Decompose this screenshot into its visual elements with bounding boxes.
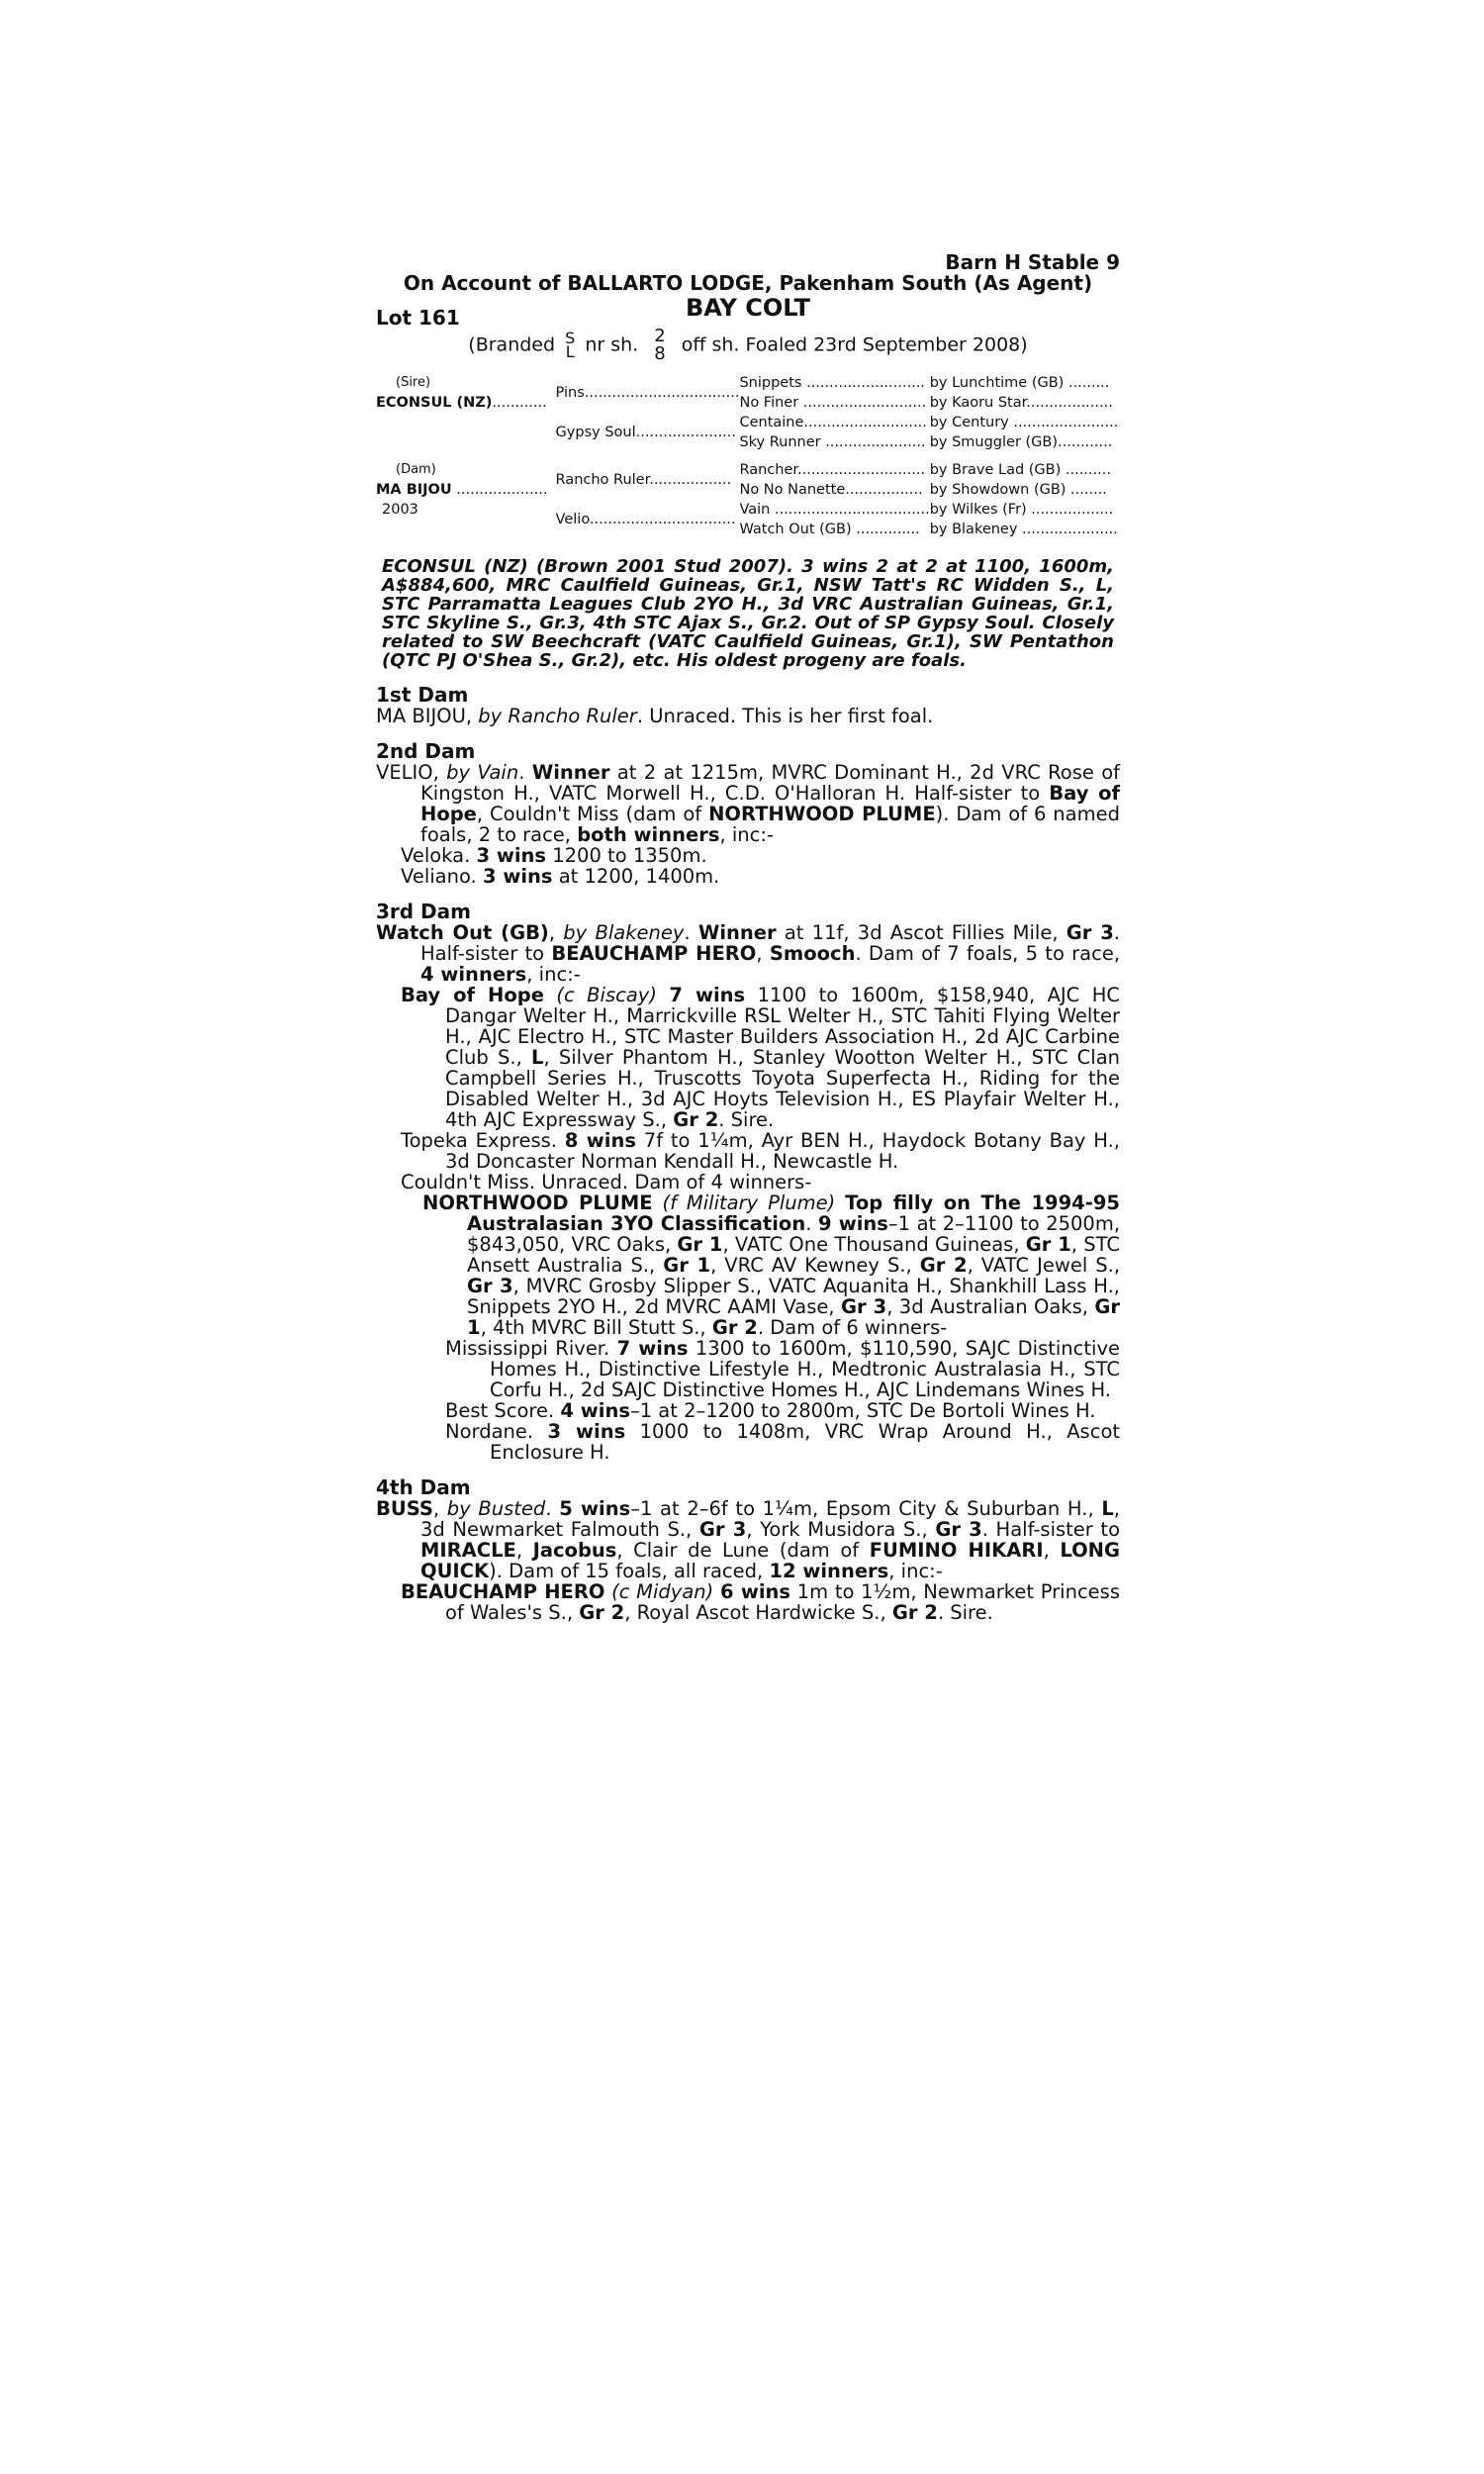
offspring-detail: , VATC One Thousand Guineas, [722, 1233, 1020, 1256]
nordane-entry [376, 1421, 1120, 1463]
fourth-dam-b2: Jacobus [532, 1539, 617, 1562]
second-dam-name: VELIO, [376, 761, 439, 784]
offspring-detail: , Silver Phantom H., Stanley Wootton Welter H., STC Clan Campbell Series H., Truscotts Toyota Superfecta H., Riding for the Disabled Welter H., 3d AJC Hoyts Television H., ES Playfair Welter H., 4th AJC Expressway S., [445, 1046, 1120, 1131]
third-dam-name: Watch Out (GB) [376, 921, 549, 944]
fourth-dam-heading: 4th Dam [376, 1475, 471, 1499]
catalogue-page [376, 252, 1120, 1623]
offspring-detail: . Dam of 6 winners- [757, 1316, 948, 1339]
pedigree-gen4-4: by Smuggler (GB)............ [929, 434, 1113, 450]
offspring-name: NORTHWOOD PLUME [422, 1191, 653, 1214]
fourth-dam-t5: , Clair de Lune (dam of [616, 1539, 860, 1562]
group-mark: Gr 1 [467, 1295, 1121, 1339]
pedigree-gen2-2: Gypsy Soul...................... [555, 425, 737, 440]
offspring-name: BEAUCHAMP HERO [401, 1580, 605, 1603]
second-dam-offspring-2 [376, 866, 1120, 887]
pedigree-gen3-3: Centaine........................... [739, 415, 927, 430]
offspring-detail: . [805, 1212, 812, 1235]
fourth-dam-t6: ). Dam of 15 foals, all raced, [489, 1560, 764, 1582]
second-dam-w1: Winner [531, 761, 610, 784]
pedigree-gen4-5: by Brave Lad (GB) .......... [929, 462, 1111, 478]
fourth-dam-name: BUSS [376, 1497, 433, 1520]
offspring-sire: (c Biscay) [556, 984, 657, 1006]
offspring-wins: 4 wins [560, 1399, 630, 1422]
third-dam-t2: . Half-sister to [420, 921, 1120, 965]
offspring-detail: 1100 to 1600m, $158,940, AJC HC Dangar Welter H., Marrickville RSL Welter H., STC Tahiti Flying Welter H., AJC Electro H., STC Master Builders Association H., 2d AJC Carbine Club S., [445, 984, 1121, 1069]
offspring-name: Bay of Hope [401, 984, 544, 1006]
first-dam-heading: 1st Dam [376, 683, 469, 707]
first-dam-by: by Rancho Ruler [478, 705, 637, 727]
third-dam-by: by Blakeney [563, 921, 685, 944]
second-dam-b3: both winners [577, 823, 720, 846]
offspring-detail: , 4th MVRC Bill Stutt S., [480, 1316, 706, 1339]
sire-summary: ECONSUL (NZ) (Brown 2001 Stud 2007). 3 wins 2 at 2 at 1100, 1600m, A$884,600, MRC Caulfield Guineas, Gr.1, NSW Tatt's RC Widden S., L, STC Parramatta Leagues Club 2YO H., 3d VRC Australian Guineas, Gr.1, STC Skyline S., Gr.3, 4th STC Ajax S., Gr.2. Out of SP Gypsy Soul. Closely related to SW Beechcraft (VATC Caulfield Guineas, Gr.1), SW Pentathon (QTC PJ O'Shea S., Gr.2), etc. His oldest progeny are foals. [382, 556, 1114, 671]
dam-year: 2003 [382, 502, 418, 518]
couldnt-miss-entry: Couldn't Miss. Unraced. Dam of 4 winners- [401, 1171, 812, 1193]
group-mark: Gr 1 [663, 1254, 711, 1277]
brand-suffix: off sh. Foaled 23rd September 2008) [681, 333, 1028, 356]
brand-prefix: (Branded [468, 333, 556, 356]
pedigree-gen4-7: by Wilkes (Fr) .................. [929, 502, 1114, 518]
third-dam-t3: . Dam of 7 foals, 5 to race, [855, 942, 1121, 965]
sire-label: (Sire) [396, 375, 431, 390]
second-dam-text [376, 762, 1120, 845]
offspring-detail: , 3d Australian Oaks, [886, 1295, 1088, 1318]
fourth-dam-wins: 5 wins [559, 1497, 631, 1520]
offspring-wins: 9 wins [817, 1212, 888, 1235]
offspring-detail: 1m to 1½m, Newmarket Princess of Wales's S., [445, 1580, 1120, 1624]
brand-mark-top: S [565, 329, 576, 347]
fourth-dam-b4: LONG QUICK [420, 1539, 1120, 1582]
fourth-dam-t1: –1 at 2–6f to 1¼m, Epsom City & Suburban H., [630, 1497, 1094, 1520]
brand-mark-bottom: L [565, 342, 575, 361]
group-mark: Gr 1 [677, 1233, 723, 1256]
brand-fraction-top: 2 [654, 326, 666, 346]
pedigree-gen3-8: Watch Out (GB) .............. [739, 522, 920, 537]
first-dam-text: MA BIJOU, by Rancho Ruler. Unraced. This is her first foal. [376, 705, 934, 727]
vendor-account: On Account of BALLARTO LODGE, Pakenham South (As Agent) [403, 271, 1093, 295]
beauchamp-hero-entry [376, 1581, 1120, 1623]
pedigree-gen4-2: by Kaoru Star................... [929, 395, 1113, 411]
fourth-dam-by: by Busted [446, 1497, 546, 1520]
offspring-detail: , Royal Ascot Hardwicke S., [624, 1601, 886, 1624]
second-dam-t2: at 2 at 1215m, MVRC Dominant H., 2d VRC Rose of Kingston H., VATC Morwell H., C.D. O'Halloran H. Half-sister to [420, 761, 1120, 805]
pedigree-gen4-1: by Lunchtime (GB) ......... [929, 375, 1110, 391]
offspring-name: Mississippi River. [445, 1337, 610, 1360]
second-dam-b1: Bay of Hope [420, 782, 1120, 825]
group-mark: Gr 2 [711, 1316, 758, 1339]
fourth-dam-b5: 12 winners [769, 1560, 889, 1582]
group-mark: Gr 3 [698, 1518, 747, 1541]
brand-fraction-bottom: 8 [654, 343, 666, 364]
pedigree-gen3-1: Snippets .......................... [739, 375, 925, 391]
offspring-detail: –1 at 2–1200 to 2800m, STC De Bortoli Wines H. [629, 1399, 1096, 1422]
third-dam-heading: 3rd Dam [376, 900, 471, 923]
group-mark: Gr 2 [673, 1108, 719, 1131]
brand-line [376, 328, 1120, 363]
third-dam-text: Watch Out (GB), by Blakeney. Winner at 11f, 3d Ascot Fillies Mile, Gr 3. Half-sister to BEAUCHAMP HERO, Smooch. Dam of 7 foals, 5 to race, 4 winners, inc:- [376, 921, 1121, 986]
offspring-wins: 7 wins [669, 984, 746, 1006]
pedigree-table [376, 373, 1120, 539]
offspring-wins: 3 wins [547, 1420, 626, 1443]
listed-mark: L [531, 1046, 544, 1069]
offspring-detail: 1000 to 1408m, VRC Wrap Around H., Ascot Enclosure H. [490, 1420, 1121, 1464]
pedigree-gen4-8: by Blakeney ..................... [929, 522, 1118, 537]
mississippi-river-entry [376, 1338, 1120, 1400]
sire-dots: ............ [492, 395, 547, 411]
offspring-wins: 3 wins [476, 844, 547, 867]
offspring-name: Best Score. [445, 1399, 555, 1422]
second-dam-by: by Vain [446, 761, 519, 784]
lot-title: BAY COLT [685, 294, 810, 322]
offspring-name: Topeka Express. [401, 1129, 557, 1152]
fourth-dam-t4: . Half-sister to [981, 1518, 1121, 1541]
second-dam-offspring-1 [376, 845, 1120, 866]
group-mark: Gr 3 [840, 1295, 887, 1318]
offspring-name: Veloka. [401, 844, 471, 867]
group-mark: Gr 2 [891, 1601, 938, 1624]
group-mark: Gr 2 [579, 1601, 625, 1624]
offspring-wins: 6 wins [719, 1580, 791, 1603]
second-dam-heading: 2nd Dam [376, 739, 476, 763]
pedigree-gen3-6: No No Nanette................. [739, 482, 923, 498]
offspring-detail: at 1200, 1400m. [558, 865, 720, 888]
third-dam-t4: , inc:- [526, 963, 581, 986]
dam-label: (Dam) [396, 462, 436, 477]
offspring-detail: 1300 to 1600m, $110,590, SAJC Distinctive Homes H., Distinctive Lifestyle H., Medtronic Australasia H., STC Corfu H., 2d SAJC Distinctive Homes H., AJC Lindemans Wines H. [490, 1337, 1120, 1401]
first-dam-desc: . Unraced. This is her first foal. [636, 705, 934, 727]
offspring-detail: 1200 to 1350m. [552, 844, 707, 867]
listed-mark: L [1101, 1497, 1114, 1520]
fourth-dam-text: BUSS, by Busted. 5 wins–1 at 2–6f to 1¼m, Epsom City & Suburban H., L, 3d Newmarket Falmouth S., Gr 3, York Musidora S., Gr 3. Half-sister to MIRACLE, Jacobus, Clair de Lune (dam of FUMINO HIKARI, LONG QUICK). Dam of 15 foals, all raced, 12 winners, inc:- [376, 1497, 1121, 1582]
pedigree-gen2-3: Rancho Ruler.................. [555, 472, 732, 488]
offspring-name: Veliano. [401, 865, 477, 888]
offspring-detail: , VRC AV Kewney S., [710, 1254, 912, 1277]
offspring-sire: (c Midyan) [611, 1580, 714, 1603]
pedigree-gen3-7: Vain .................................. [739, 502, 930, 518]
northwood-plume-entry [376, 1192, 1120, 1338]
offspring-detail: 7f to 1¼m, Ayr BEN H., Haydock Botany Bay H., 3d Doncaster Norman Kendall H., Newcastle H. [445, 1129, 1120, 1173]
second-dam-b2: NORTHWOOD PLUME [708, 803, 936, 825]
topeka-express-entry [376, 1130, 1120, 1172]
third-dam-g1: Gr 3 [1066, 921, 1114, 944]
group-mark: Gr 1 [1025, 1233, 1071, 1256]
fourth-dam-t7: , inc:- [888, 1560, 943, 1582]
dam-dots: .................... [456, 482, 548, 498]
barn-stable: Barn H Stable 9 [945, 250, 1120, 274]
dam-cell [376, 480, 556, 500]
brand-middle: nr sh. [585, 333, 639, 356]
bay-of-hope-entry [376, 985, 1120, 1130]
offspring-wins: 7 wins [616, 1337, 689, 1360]
second-dam-t1: . [518, 761, 525, 784]
offspring-wins: 3 wins [482, 865, 553, 888]
offspring-detail: , VATC Jewel S., [967, 1254, 1121, 1277]
brand-mark [565, 329, 576, 361]
second-dam-t4: ). Dam of 6 named foals, 2 to race, [420, 803, 1120, 846]
second-dam-t5: , inc:- [719, 823, 774, 846]
third-dam-t1: at 11f, 3d Ascot Fillies Mile, [784, 921, 1059, 944]
pedigree-gen2-4: Velio................................ [555, 512, 736, 527]
brand-fraction [654, 328, 665, 363]
fourth-dam-t3: , York Musidora S., [746, 1518, 928, 1541]
lot-number: Lot 161 [376, 306, 460, 330]
pedigree-gen3-5: Rancher............................ [739, 462, 926, 478]
dam-name: MA BIJOU [376, 482, 452, 498]
lot-header [376, 294, 1120, 364]
sire-cell [376, 393, 556, 413]
best-score-entry [376, 1400, 1120, 1421]
fourth-dam-b3: FUMINO HIKARI [869, 1539, 1044, 1562]
pedigree-gen4-6: by Showdown (GB) ........ [929, 482, 1107, 498]
offspring-detail: . Sire. [937, 1601, 993, 1624]
pedigree-gen4-3: by Century ....................... [929, 415, 1119, 430]
first-dam-name: MA BIJOU [376, 705, 466, 727]
pedigree-gen3-4: Sky Runner ...................... [739, 434, 926, 450]
group-mark: Gr 3 [467, 1275, 513, 1297]
sire-name: ECONSUL (NZ) [376, 395, 493, 411]
fourth-dam-b1: MIRACLE [420, 1539, 516, 1562]
offspring-name: Nordane. [445, 1420, 534, 1443]
pedigree-gen2-1: Pins.................................. [555, 385, 740, 401]
fourth-dam-t2: , 3d Newmarket Falmouth S., [420, 1497, 1120, 1541]
offspring-award: Top filly on The 1994-95 Australasian 3YO Classification [467, 1191, 1120, 1235]
offspring-detail: –1 at 2–1100 to 2500m, $843,050, VRC Oaks, [467, 1212, 1121, 1256]
pedigree-gen3-2: No Finer ........................... [739, 395, 927, 411]
third-dam-w1: Winner [697, 921, 777, 944]
offspring-detail: , MVRC Grosby Slipper S., VATC Aquanita H., Shankhill Lass H., Snippets 2YO H., 2d MVRC AAMI Vase, [467, 1275, 1120, 1318]
offspring-detail: , STC Ansett Australia S., [467, 1233, 1120, 1277]
offspring-wins: 8 wins [564, 1129, 636, 1152]
second-dam-t3: , Couldn't Miss (dam of [476, 803, 702, 825]
third-dam-b2: Smooch [769, 942, 856, 965]
offspring-sire: (f Military Plume) [662, 1191, 836, 1214]
third-dam-b1: BEAUCHAMP HERO [551, 942, 757, 965]
group-mark: Gr 3 [935, 1518, 982, 1541]
group-mark: Gr 2 [919, 1254, 968, 1277]
offspring-detail: . Sire. [718, 1108, 775, 1131]
third-dam-b3: 4 winners [420, 963, 527, 986]
